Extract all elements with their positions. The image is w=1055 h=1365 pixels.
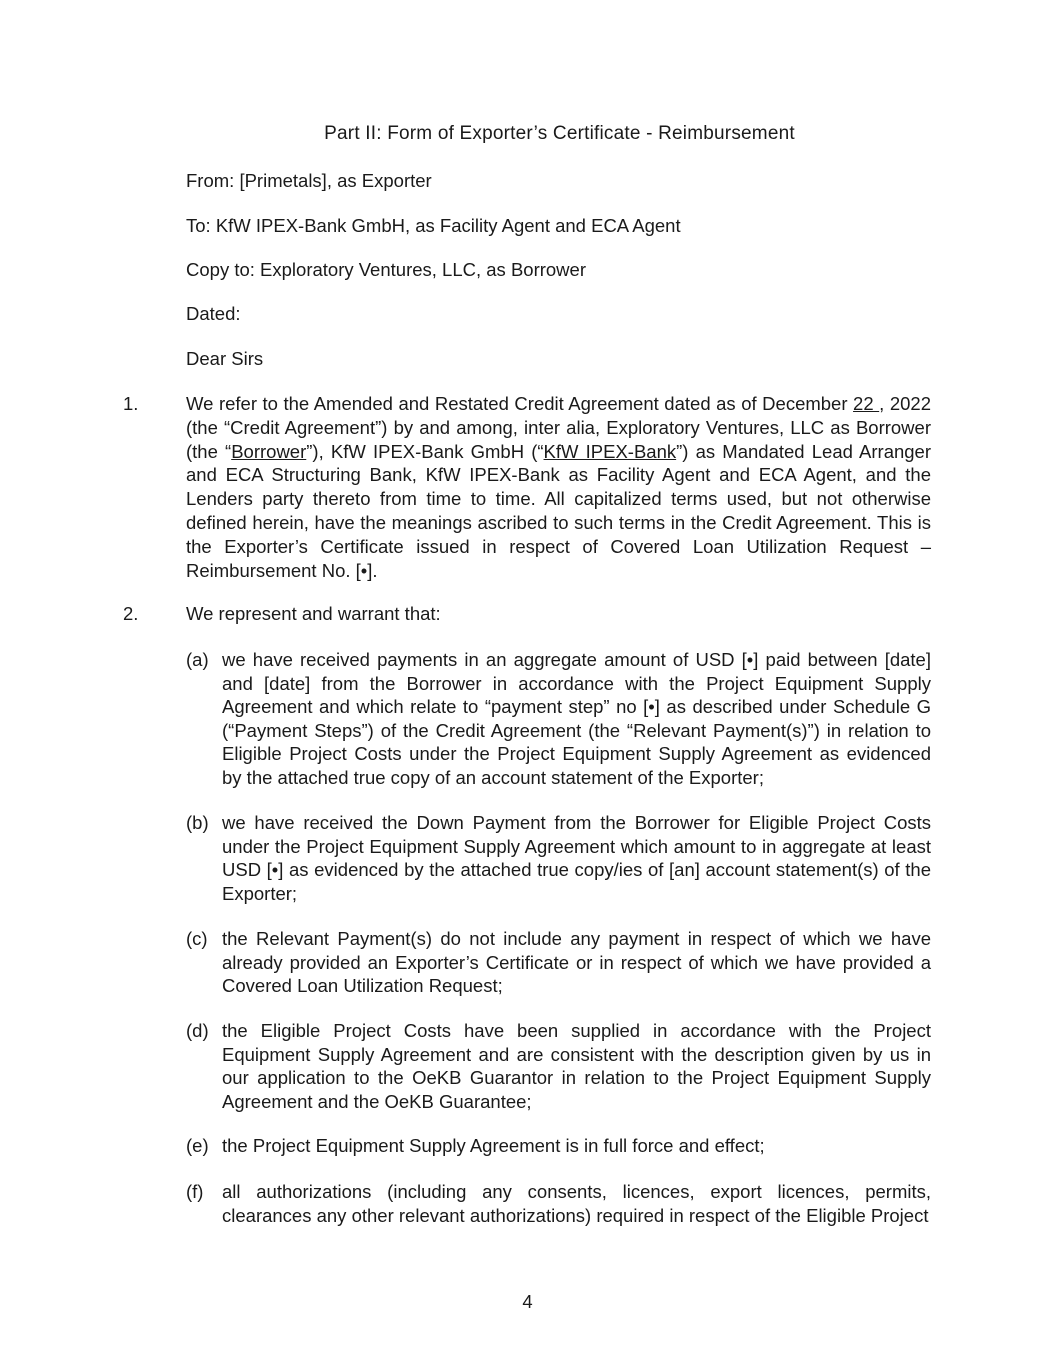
dated-line: Dated: [186,303,241,324]
borrower-defined-term: Borrower [231,440,307,462]
item-b-label: (b) [186,812,209,833]
page-title: Part II: Form of Exporter’s Certificate - Reimbursement [324,123,795,144]
item-f-text: all authorizations (including any consents, licences, export licences, permits, clearances any other relevant authorizations) required in respect of the Eligible Project [222,1181,931,1226]
item-c-label: (c) [186,928,208,949]
item-f-label: (f) [186,1181,204,1202]
agreement-day: 22 [853,393,880,414]
para-2-number: 2. [123,603,139,624]
from-line: From: [Primetals], as Exporter [186,170,432,191]
kfw-defined-term: KfW IPEX-Bank [543,440,677,462]
item-e-text: the Project Equipment Supply Agreement is in full force and effect; [222,1135,765,1156]
item-e-label: (e) [186,1135,209,1156]
para-1-text-b: , 2022 (the “Credit Agreement”) by and among, inter alia, Exploratory Ventures, LLC as Borrower (the “ [186,393,932,462]
para-1-number: 1. [123,393,139,414]
item-a-text: we have received payments in an aggregate amount of USD [•] paid between [date] and [date] from the Borrower in accordance with the Project Equipment Supply Agreement and which relate to “payment step” no [•] as described under Schedule G (“Payment Steps”) of the Credit Agreement (the “Relevant Payment(s)”) in relation to Eligible Project Costs under the Project Equipment Supply Agreement as evidenced by the attached true copy of an account statement of the Exporter; [222,649,931,788]
item-d-label: (d) [186,1020,209,1041]
page-number: 4 [522,1291,533,1312]
salutation: Dear Sirs [186,348,264,369]
item-c-text: the Relevant Payment(s) do not include any payment in respect of which we have already provided an Exporter’s Certificate or in respect of which we have provided a Covered Loan Utilization Request; [222,928,931,997]
item-d-text: the Eligible Project Costs have been supplied in accordance with the Project Equipment Supply Agreement and are consistent with the description given by us in our application to the OeKB Guarantor in relation to the Project Equipment Supply Agreement and the OeKB Guarantee; [222,1020,931,1112]
item-a-label: (a) [186,649,209,670]
para-1 [186,392,931,582]
para-1-text-c: ”), KfW IPEX-Bank GmbH (“ [306,440,544,462]
copy-to-line: Copy to: Exploratory Ventures, LLC, as Borrower [186,259,586,280]
para-2-intro: We represent and warrant that: [186,603,441,624]
item-b-text: we have received the Down Payment from the Borrower for Eligible Project Costs under the Project Equipment Supply Agreement which amount to in aggregate at least USD [•] as evidenced by the attached true copy/ies of [an] account statement(s) of the Exporter; [222,812,931,904]
para-1-text-d: ”) as Mandated Lead Arranger and ECA Structuring Bank, KfW IPEX-Bank as Facility Agent and ECA Agent, and the Lenders party thereto from time to time. All capitalized terms used, but not otherwise defined herein, have the meanings ascribed to such terms in the Credit Agreement. This is the Exporter’s Certificate issued in respect of Covered Loan Utilization Request – Reimbursement No. [•]. [186,440,932,581]
to-line: To: KfW IPEX-Bank GmbH, as Facility Agent and ECA Agent [186,215,681,236]
para-1-text-a: We refer to the Amended and Restated Credit Agreement dated as of December [186,393,854,414]
